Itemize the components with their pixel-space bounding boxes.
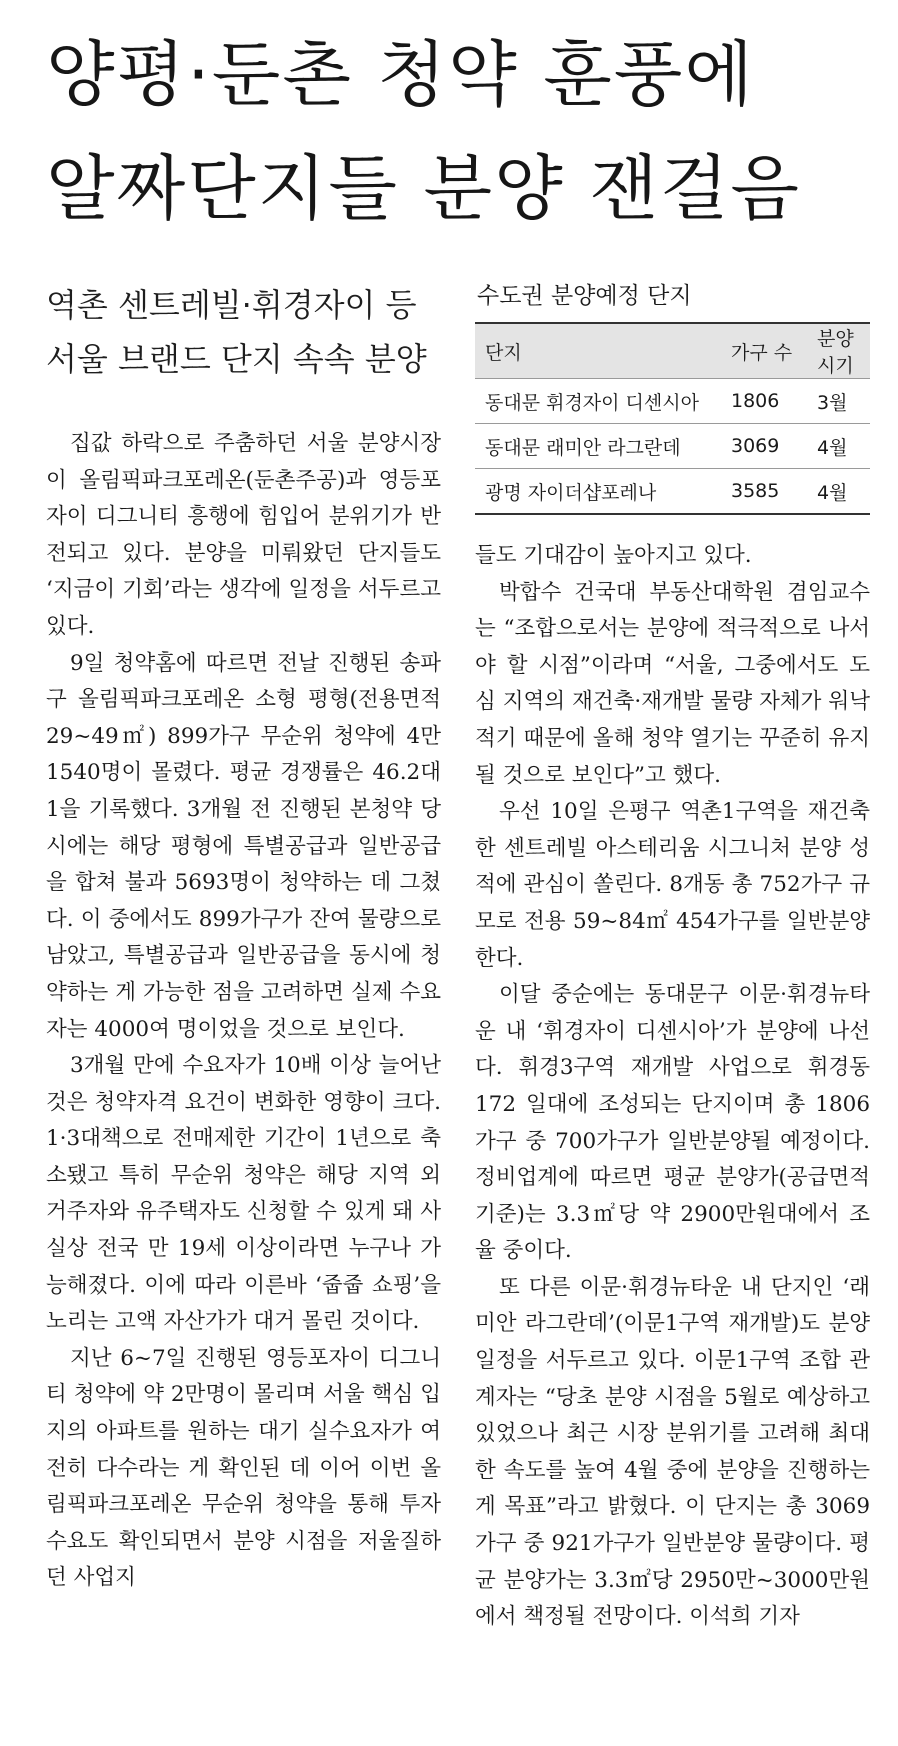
table-title: 수도권 분양예정 단지 (477, 283, 692, 309)
header-households: 가구 수 (731, 341, 793, 364)
body-paragraph: 박합수 건국대 부동산대학원 겸임교수는 “조합으로서는 분양에 적극적으로 나서야 할 시점”이라며 “서울, 그중에서도 도심 지역의 재건축·재개발 물량 자체가 워낙 적기 때문에 올해 청약 열기는 꾸준히 유지될 것으로 보인다”고 했다. (475, 579, 870, 788)
body-paragraph: 9일 청약홈에 따르면 전날 진행된 송파구 올림픽파크포레온 소형 평형(전용면적 29~49㎡) 899가구 무순위 청약에 4만1540명이 몰렸다. 평균 경쟁률은 46.2대1을 기록했다. 3개월 전 진행된 본청약 당시에는 해당 평형에 특별공급과 일반공급을 합쳐 불과 5693명이 청약하는 데 그쳤다. 이 중에서도 899가구가 잔여 물량으로 남았고, 특별공급과 일반공급을 동시에 청약하는 게 가능한 점을 고려하면 실제 수요자는 4000여 명이었을 것으로 보인다. (46, 650, 441, 1042)
body-paragraph: 우선 10일 은평구 역촌1구역을 재건축한 센트레빌 아스테리움 시그니처 분양 성적에 관심이 쏠린다. 8개동 총 752가구 규모로 전용 59~84㎡ 454가구를 일반분양한다. (475, 799, 870, 971)
body-paragraph-continued: 들도 기대감이 높아지고 있다. (475, 543, 752, 568)
article-column-left (46, 426, 441, 1597)
subheadline-line-2: 서울 브랜드 단지 속속 분양 (46, 340, 427, 378)
headline (46, 18, 801, 246)
table-row (475, 379, 870, 424)
presale-table-box (475, 280, 870, 515)
cell-complex: 동대문 래미안 라그란데 (475, 424, 721, 469)
table-header-row (475, 323, 870, 379)
headline-line-1: 양평·둔촌 청약 훈풍에 (46, 33, 755, 116)
cell-schedule: 4월 (807, 469, 870, 515)
header-complex: 단지 (485, 341, 522, 364)
cell-households: 1806 (721, 379, 807, 424)
cell-households: 3585 (721, 469, 807, 515)
body-paragraph: 또 다른 이문·휘경뉴타운 내 단지인 ‘래미안 라그란데’(이문1구역 재개발)도 분양 일정을 서두르고 있다. 이문1구역 조합 관계자는 “당초 분양 시점을 5월로 예상하고 있었으나 최근 시장 분위기를 고려해 최대한 속도를 높여 4월 중에 분양을 진행하는 게 목표”라고 밝혔다. 이 단지는 총 3069가구 중 921가구가 일반분양 물량이다. 평균 분양가는 3.3㎡당 2950만~3000만원에서 책정될 전망이다. 이석희 기자 (475, 1274, 870, 1630)
cell-complex: 광명 자이더샵포레나 (475, 469, 721, 515)
subheadline (46, 278, 427, 386)
body-paragraph: 3개월 만에 수요자가 10배 이상 늘어난 것은 청약자격 요건이 변화한 영향이 크다. 1·3대책으로 전매제한 기간이 1년으로 축소됐고 특히 무순위 청약은 해당 지역 외 거주자와 유주택자도 신청할 수 있게 돼 사실상 전국 만 19세 이상이라면 누구나 가능해졌다. 이에 따라 이른바 ‘줍줍 쇼핑’을 노리는 고액 자산가가 대거 몰린 것이다. (46, 1053, 441, 1335)
body-paragraph: 이달 중순에는 동대문구 이문·휘경뉴타운 내 ‘휘경자이 디센시아’가 분양에 나선다. 휘경3구역 재개발 사업으로 휘경동 172 일대에 조성되는 단지이며 총 1806가구 중 700가구가 일반분양될 예정이다. 정비업계에 따르면 평균 분양가(공급면적 기준)는 3.3㎡당 약 2900만원대에서 조율 중이다. (475, 982, 870, 1264)
cell-households: 3069 (721, 424, 807, 469)
cell-complex: 동대문 휘경자이 디센시아 (475, 379, 721, 424)
cell-schedule: 4월 (807, 424, 870, 469)
table-row (475, 424, 870, 469)
presale-schedule-table (475, 322, 870, 515)
subheadline-line-1: 역촌 센트레빌·휘경자이 등 (46, 286, 417, 324)
table-row (475, 469, 870, 515)
headline-line-2: 알짜단지들 분양 잰걸음 (46, 147, 801, 230)
body-paragraph: 집값 하락으로 주춤하던 서울 분양시장이 올림픽파크포레온(둔촌주공)과 영등포자이 디그니티 흥행에 힘입어 분위기가 반전되고 있다. 분양을 미뤄왔던 단지들도 ‘지금이 기회’라는 생각에 일정을 서두르고 있다. (46, 431, 441, 639)
body-paragraph: 지난 6~7일 진행된 영등포자이 디그니티 청약에 약 2만명이 몰리며 서울 핵심 입지의 아파트를 원하는 대기 실수요자가 여전히 다수라는 게 확인된 데 이어 이번 올림픽파크포레온 무순위 청약을 통해 투자 수요도 확인되면서 분양 시점을 저울질하던 사업지 (46, 1345, 441, 1591)
cell-schedule: 3월 (807, 379, 870, 424)
header-schedule: 분양시기 (817, 328, 854, 377)
article-column-right (475, 538, 870, 1636)
